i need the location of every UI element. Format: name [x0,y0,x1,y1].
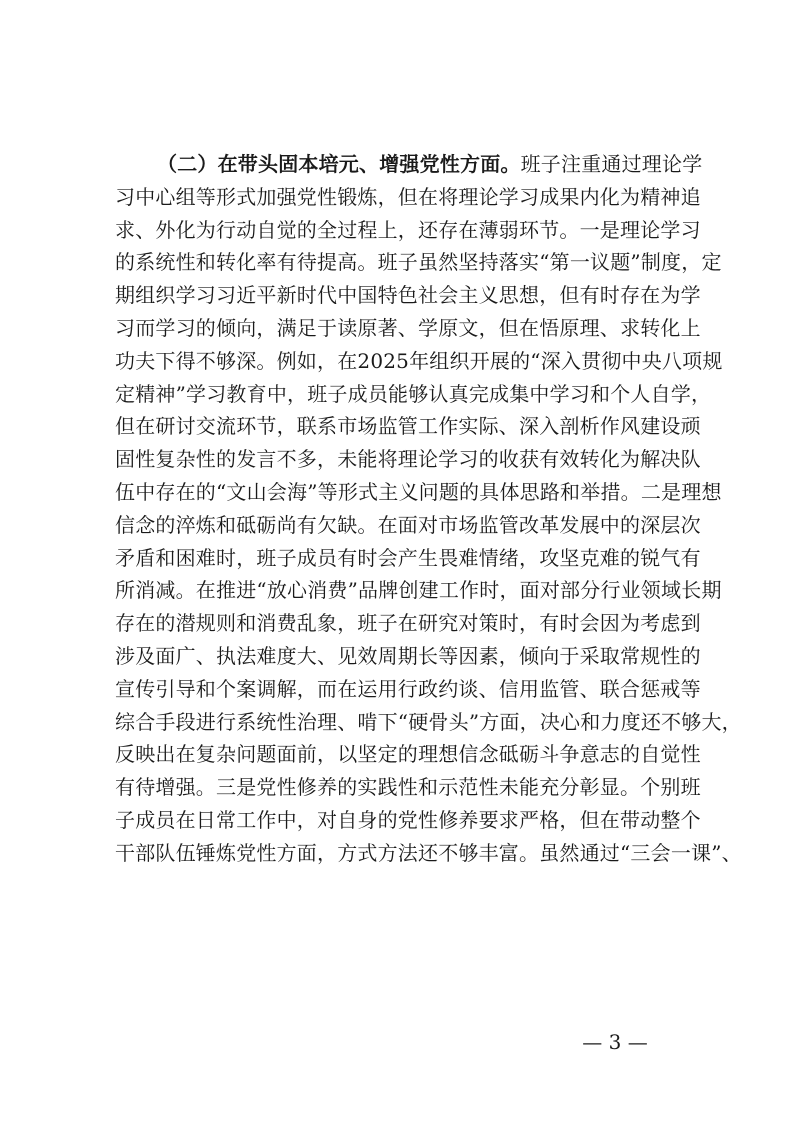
paragraph-line: 但在研讨交流环节，联系市场监管工作实际、深入剖析作风建设顽 [115,414,701,439]
paragraph-line: 矛盾和困难时，班子成员有时会产生畏难情绪，攻坚克难的锐气有 [115,545,701,570]
paragraph-line: 涉及面广、执法难度大、见效周期长等因素，倾向于采取常规性的 [115,643,701,668]
paragraph-line: 期组织学习习近平新时代中国特色社会主义思想，但有时存在为学 [115,283,701,308]
paragraph-line: 宣传引导和个案调解，而在运用行政约谈、信用监管、联合惩戒等 [115,676,701,701]
paragraph-line: 习而学习的倾向，满足于读原著、学原文，但在悟原理、求转化上 [115,315,701,340]
paragraph-line: 求、外化为行动自觉的全过程上，还存在薄弱环节。一是理论学习 [115,217,701,242]
paragraph-line-text: 班子注重通过理论学 [520,152,703,176]
paragraph-line: 干部队伍锤炼党性方面，方式方法还不够丰富。虽然通过“三会一课”、 [115,840,742,865]
paragraph-line: 伍中存在的“文山会海”等形式主义问题的具体思路和举措。二是理想 [115,479,722,504]
paragraph-line: 功夫下得不够深。例如，在2025年组织开展的“深入贯彻中央八项规 [115,348,723,373]
paragraph-line: 固性复杂性的发言不多，未能将理论学习的收获有效转化为解决队 [115,447,701,472]
paragraph-line: 有待增强。三是党性修养的实践性和示范性未能充分彰显。个别班 [115,775,701,800]
paragraph-line: 反映出在复杂问题面前，以坚定的理想信念砥砺斗争意志的自觉性 [115,742,701,767]
paragraph-line: 子成员在日常工作中，对自身的党性修养要求严格，但在带动整个 [115,807,701,832]
paragraph-line: 信念的淬炼和砥砺尚有欠缺。在面对市场监管改革发展中的深层次 [115,512,701,537]
paragraph-line: 的系统性和转化率有待提高。班子虽然坚持落实“第一议题”制度，定 [115,250,722,275]
page-number: — 3 — [582,1030,648,1054]
paragraph-line: 所消减。在推进“放心消费”品牌创建工作时，面对部分行业领域长期 [115,578,722,603]
paragraph-line [115,148,703,181]
section-heading: （二）在带头固本培元、增强党性方面。 [157,152,521,176]
paragraph-line: 定精神”学习教育中，班子成员能够认真完成集中学习和个人自学， [115,381,712,406]
paragraph [115,148,742,870]
paragraph-line: 综合手段进行系统性治理、啃下“硬骨头”方面，决心和力度还不够大， [115,709,742,734]
paragraph-line: 存在的潜规则和消费乱象，班子在研究对策时，有时会因为考虑到 [115,611,701,636]
paragraph-line: 习中心组等形式加强党性锻炼，但在将理论学习成果内化为精神追 [115,184,701,209]
